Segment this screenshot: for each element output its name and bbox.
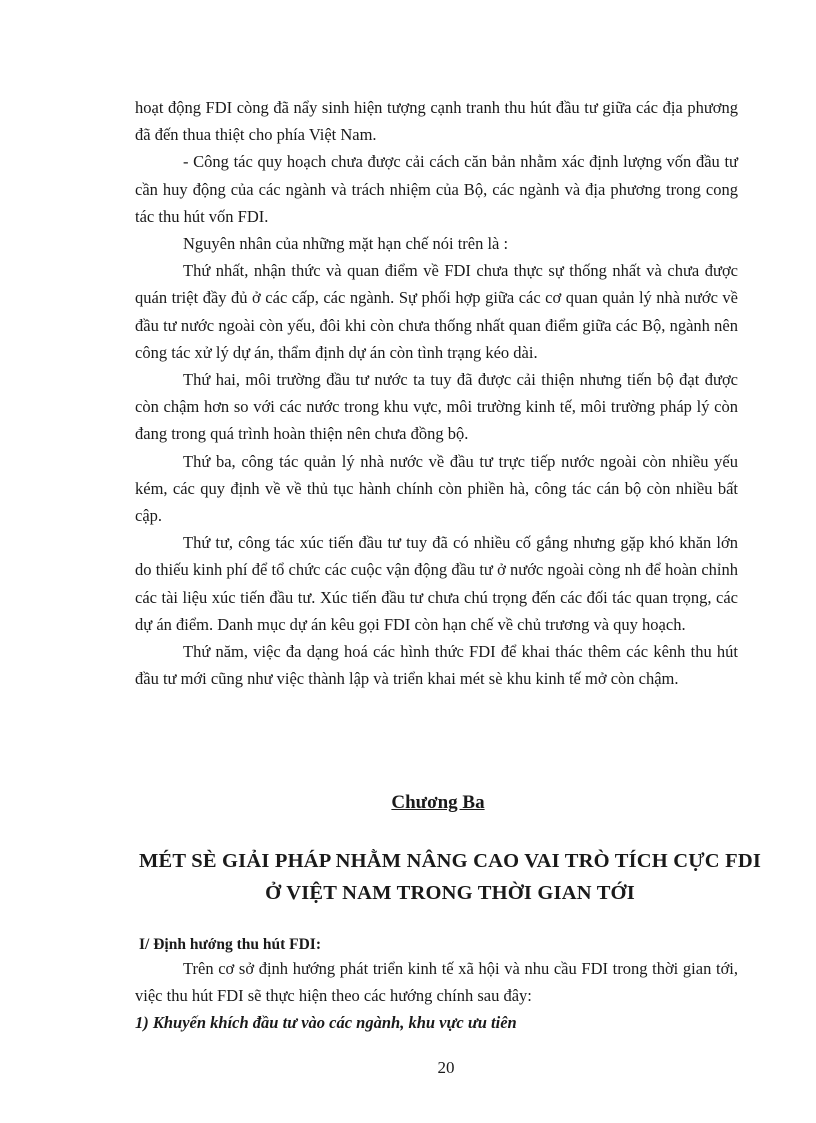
paragraph-cause-fourth: Thứ tư, công tác xúc tiến đầu tư tuy đã có nhiều cố gắng nhưng gặp khó khăn lớn do thiếu kinh phí để tổ chức các cuộc vận động đầu tư ở nước ngoài còng nh để hoàn chỉnh các tài liệu xúc tiến đầu tư. Xúc tiến đầu tư chưa chú trọng đến các đối tác quan trọng, các dự án điểm. Danh mục dự án kêu gọi FDI còn hạn chế về chủ trương và quy hoạch. <box>135 533 738 634</box>
section-block <box>135 935 738 1037</box>
paragraph-causes-intro: Nguyên nhân của những mặt hạn chế nói trên là : <box>183 234 509 254</box>
paragraph-cause-fifth: Thứ năm, việc đa dạng hoá các hình thức FDI để khai thác thêm các kênh thu hút đầu tư mới cũng như việc thành lập và triển khai mét sè khu kinh tế mở còn chậm. <box>135 642 738 689</box>
paragraph-fdi-competition: hoạt động FDI còng đã nẩy sinh hiện tượng cạnh tranh thu hút đầu tư giữa các địa phương đã đến thua thiệt cho phía Việt Nam. <box>135 98 738 145</box>
section-paragraph: Trên cơ sở định hướng phát triển kinh tế xã hội và nhu cầu FDI trong thời gian tới, việc thu hút FDI sẽ thực hiện theo các hướng chính sau đây: <box>135 959 738 1006</box>
chapter-heading: MÉT SÈ GIẢI PHÁP NHẰM NÂNG CAO VAI TRÒ TÍCH CỰC FDI Ở VIỆT NAM TRONG THỜI GIAN TỚI <box>138 850 762 904</box>
chapter-label: Chương Ba <box>391 792 485 813</box>
section-title: I/ Định hướng thu hút FDI: <box>139 936 321 953</box>
paragraph-planning: - Công tác quy hoạch chưa được cải cách căn bản nhằm xác định lượng vốn đầu tư cần huy động của các ngành và trách nhiệm của Bộ, các ngành và địa phương trong cong tác thu hút vốn FDI. <box>135 152 738 226</box>
paragraph-cause-third: Thứ ba, công tác quản lý nhà nước về đầu tư trực tiếp nước ngoài còn nhiều yếu kém, các quy định về về thủ tục hành chính còn phiền hà, công tác cán bộ còn nhiều bất cập. <box>135 451 738 526</box>
paragraph-cause-second: Thứ hai, môi trường đầu tư nước ta tuy đã được cải thiện nhưng tiến bộ đạt được còn chậm hơn so với các nước trong khu vực, môi trường kinh tế, môi trường pháp lý còn đang trong quá trình hoàn thiện nên chưa đồng bộ. <box>135 370 738 444</box>
paragraph-cause-first: Thứ nhất, nhận thức và quan điểm về FDI chưa thực sự thống nhất và chưa được quán triệt đầy đủ ở các cấp, các ngành. Sự phối hợp giữa các cơ quan quản lý nhà nước về đầu tư nước ngoài còn yếu, đôi khi còn chưa thống nhất quan điểm giữa các Bộ, ngành nên công tác xử lý dự án, thẩm định dự án còn tình trạng kéo dài. <box>135 261 738 362</box>
subsection-title: 1) Khuyến khích đầu tư vào các ngành, khu vực ưu tiên <box>135 1013 517 1033</box>
body-text <box>135 94 738 692</box>
page-number: 20 <box>437 1058 455 1077</box>
